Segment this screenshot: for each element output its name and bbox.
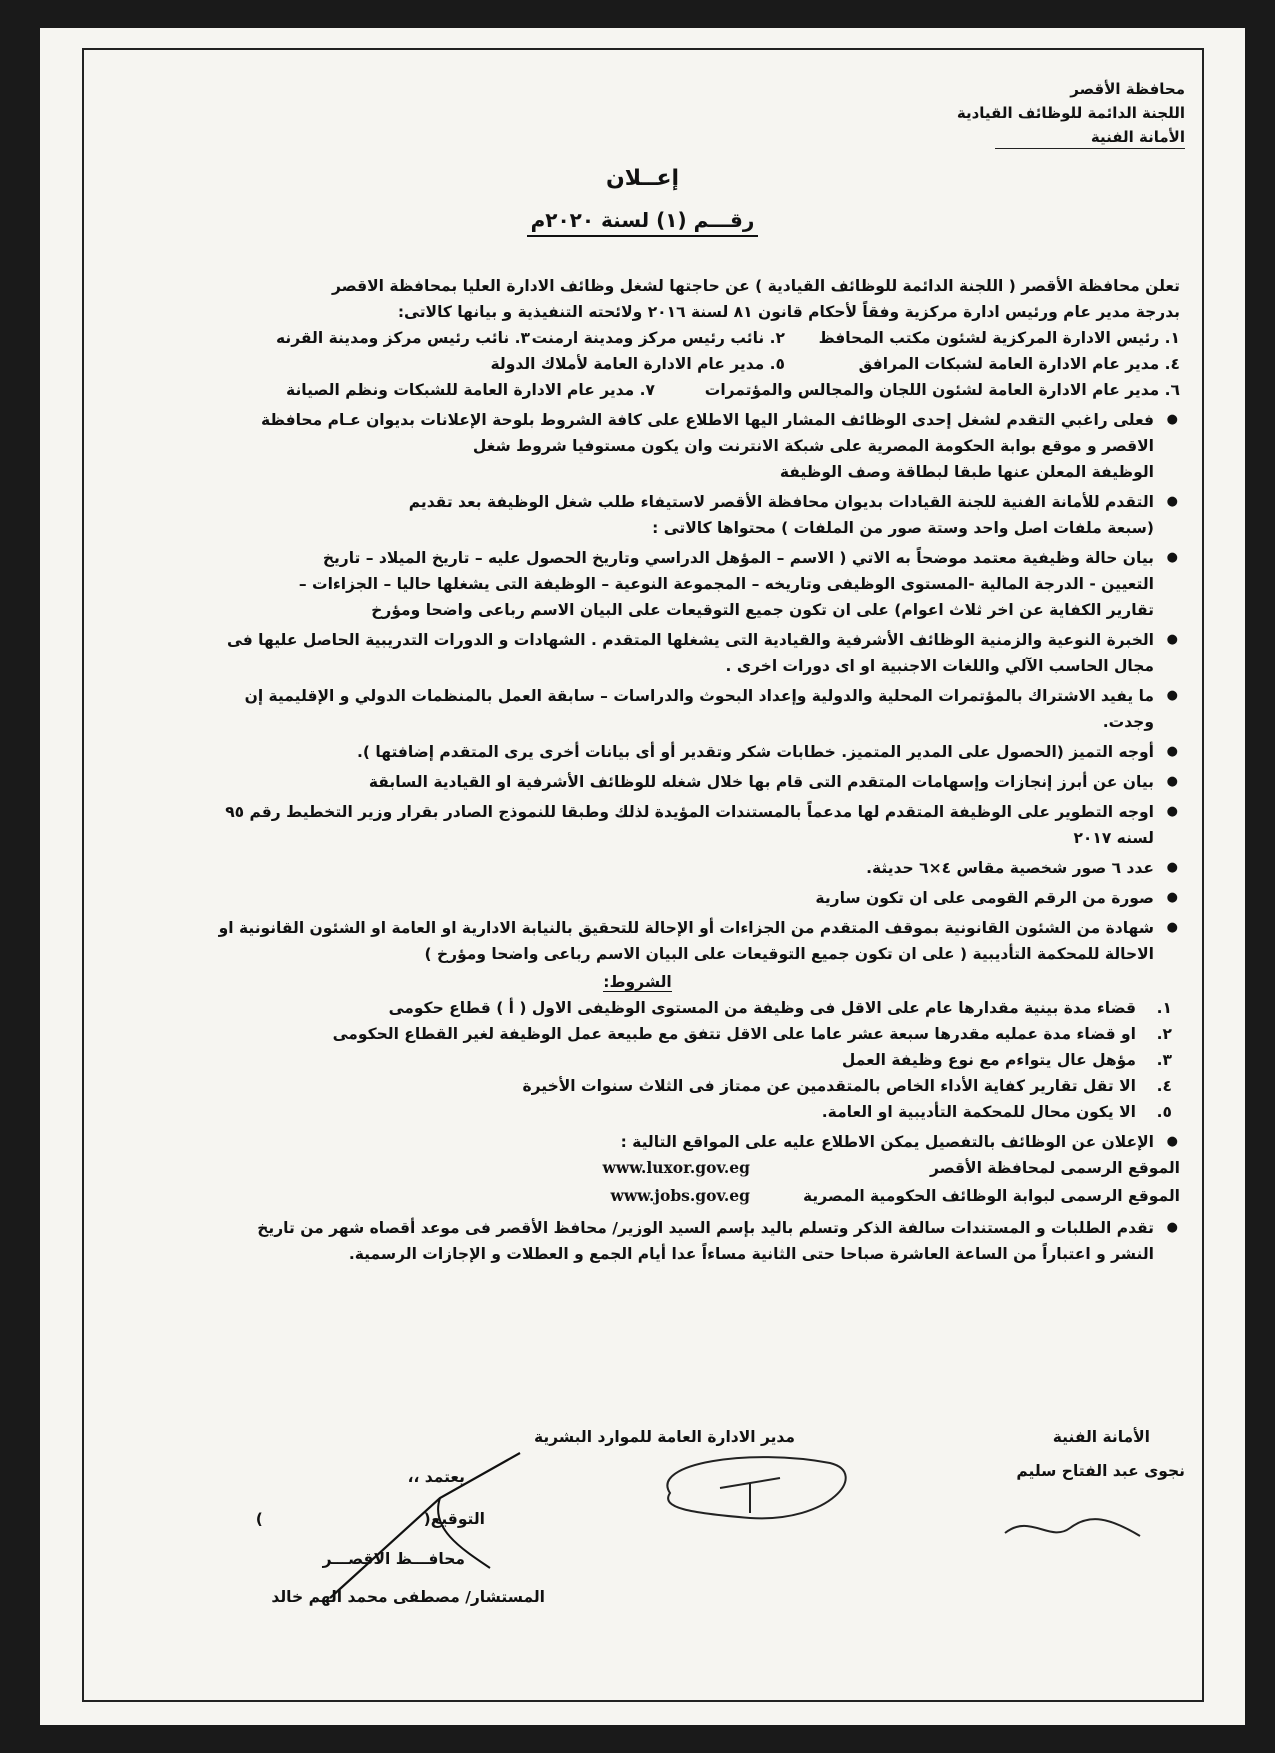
job-item: ٥. مدير عام الادارة العامة لأملاك الدولة <box>490 355 785 373</box>
bullet-item: ● اوجه التطوير على الوظيفة المتقدم لها مدعماً بالمستندات المؤيدة لذلك وطبقا للنموذج الصادر بقرار وزير التخطيط رقم ٩٥ لسنه ٢٠١٧ <box>95 799 1180 851</box>
governor-signature-scribble <box>290 1448 550 1608</box>
signature-close: ) <box>255 1510 263 1528</box>
letterhead <box>957 80 1185 155</box>
approval-label: يعتمد ،، <box>407 1468 465 1486</box>
job-item: ٦. مدير عام الادارة العامة لشئون اللجان والمجالس والمؤتمرات <box>704 381 1180 399</box>
website-row <box>95 1183 1180 1211</box>
document-page <box>40 28 1245 1725</box>
bullet-item: ● شهادة من الشئون القانونية بموقف المتقدم من الجزاءات أو الإحالة للتحقيق بالنيابة الادارية او العامة او الشئون القانونية او الاحالة للمحكمة التأديبية ( على ان تكون جميع التوقيعات على البيان الاسم رباعى واضحا ومؤرخ ) <box>95 915 1180 967</box>
governor-title: محافـــظ الاقصـــر <box>322 1550 465 1568</box>
bullet-item: ● تقدم الطلبات و المستندات سالفة الذكر وتسلم باليد بإسم السيد الوزير/ محافظ الأقصر فى موعد أقصاه شهر من تاريخ النشر و اعتباراً من الساعة العاشرة صباحا حتى الثانية مساءاً عدا أيام الجمع و العطلات و الإجازات الرسمية. <box>95 1215 1180 1267</box>
website-label: الموقع الرسمى لبوابة الوظائف الحكومية المصرية <box>802 1187 1180 1205</box>
website-link[interactable]: www.luxor.gov.eg <box>602 1158 750 1177</box>
committee-name: اللجنة الدائمة للوظائف القيادية <box>956 104 1185 122</box>
conditions-heading: الشروط: <box>603 973 672 991</box>
bullet-item: ● الإعلان عن الوظائف بالتفصيل يمكن الاطلاع عليه على المواقع التالية : <box>95 1129 1180 1155</box>
document-body <box>95 273 1180 1267</box>
bullet-item: ● أوجه التميز (الحصول على المدير المتميز. خطابات شكر وتقدير أو أى بيانات أخرى يرى المتقدم إضافتها ). <box>95 739 1180 765</box>
hr-director-title: مدير الادارة العامة للموارد البشرية <box>533 1428 795 1446</box>
job-item: ٢. نائب رئيس مركز ومدينة ارمنت <box>531 329 785 347</box>
website-label: الموقع الرسمى لمحافظة الأقصر <box>929 1159 1180 1177</box>
announcement-title: إعــلان <box>605 166 680 191</box>
jobs-row-2 <box>95 351 1180 377</box>
secretariat-signer: نجوى عبد الفتاح سليم <box>1016 1462 1185 1480</box>
bullet-item: ● فعلى راغبي التقدم لشغل إحدى الوظائف المشار اليها الاطلاع على كافة الشروط بلوحة الإعلانات بديوان عـام محافظة الاقصر و موقع بوابة الحكومة المصرية على شبكة الانترنت وان يكون مستوفيا شروط شغل الوظيفة المعلن عنها طبقا لبطاقة وصف الوظيفة <box>95 407 1180 485</box>
condition-item: ١. قضاء مدة بينية مقدارها عام على الاقل فى وظيفة من المستوى الوظيفى الاول ( أ ) قطاع حكومى <box>388 999 1172 1017</box>
announcement-number: رقـــم (١) لسنة ٢٠٢٠م <box>40 208 1245 232</box>
secretariat-name: الأمانة الفنية <box>995 128 1185 149</box>
website-link[interactable]: www.jobs.gov.eg <box>610 1186 750 1205</box>
jobs-row-3 <box>95 377 1180 403</box>
signature-label: التوقيع( <box>423 1510 485 1528</box>
condition-item: ٤. الا تقل تقارير كفاية الأداء الخاص بالمتقدمين عن ممتاز فى الثلاث سنوات الأخيرة <box>522 1077 1172 1095</box>
governor-name: المستشار/ مصطفى محمد الهم خالد <box>271 1588 545 1606</box>
jobs-row-1 <box>95 325 1180 351</box>
condition-item: ٣. مؤهل عال يتواءم مع نوع وظيفة العمل <box>841 1051 1172 1069</box>
bullet-item: ● ما يفيد الاشتراك بالمؤتمرات المحلية والدولية وإعداد البحوث والدراسات – سابقة العمل بالمنظمات الدولي و الإقليمية إن وجدت. <box>95 683 1180 735</box>
intro-line-2: بدرجة مدير عام ورئيس ادارة مركزية وفقاً لأحكام قانون ٨١ لسنة ٢٠١٦ ولائحته التنفيذية و بيانها كالاتى: <box>397 303 1180 321</box>
job-item: ٤. مدير عام الادارة العامة لشبكات المرافق <box>858 355 1180 373</box>
bullet-item: ● صورة من الرقم القومى على ان تكون سارية <box>95 885 1180 911</box>
job-item: ٣. نائب رئيس مركز ومدينة القرنه <box>276 329 530 347</box>
condition-item: ٥. الا يكون محال للمحكمة التأديبية او العامة. <box>821 1103 1172 1121</box>
job-item: ١. رئيس الادارة المركزية لشئون مكتب المحافظ <box>818 329 1180 347</box>
bullet-item: ● بيان حالة وظيفية معتمد موضحاً به الاتي ( الاسم – المؤهل الدراسي وتاريخ الحصول عليه – تاريخ الميلاد – تاريخ التعيين - الدرجة المالية -المستوى الوظيفى وتاريخه – المجموعة النوعية – الوظيفة التى يشغلها حاليا – الجزاءات – تقارير الكفاية عن اخر ثلاث اعوام) على ان تكون جميع التوقيعات على البيان الاسم رباعى واضحا ومؤرخ <box>95 545 1180 623</box>
bullet-item: ● الخبرة النوعية والزمنية الوظائف الأشرفية والقيادية التى يشغلها المتقدم . الشهادات و الدورات التدريبية الحاصل عليها فى مجال الحاسب الآلي واللغات الاجنبية او اى دورات اخرى . <box>95 627 1180 679</box>
bullet-item: ● بيان عن أبرز إنجازات وإسهامات المتقدم التى قام بها خلال شغله للوظائف الأشرفية او القيادية السابقة <box>95 769 1180 795</box>
bullet-item: ● عدد ٦ صور شخصية مقاس ٤×٦ حديثة. <box>95 855 1180 881</box>
governorate-name: محافظة الأقصر <box>1070 80 1185 98</box>
condition-item: ٢. او قضاء مدة عمليه مقدرها سبعة عشر عاما على الاقل تتفق مع طبيعة عمل الوظيفة لغير القطاع الحكومى <box>332 1025 1172 1043</box>
intro-line-1: تعلن محافظة الأقصر ( اللجنة الدائمة للوظائف القيادية ) عن حاجتها لشغل وظائف الادارة العليا بمحافظة الاقصر <box>332 277 1180 295</box>
bullet-item: ● التقدم للأمانة الفنية للجنة القيادات بديوان محافظة الأقصر لاستيفاء طلب شغل الوظيفة بعد تقديم (سبعة ملفات اصل واحد وستة صور من الملفات ) محتواها كالاتى : <box>95 489 1180 541</box>
signature-scribble <box>1000 1508 1160 1548</box>
hr-signature-scribble <box>630 1433 870 1533</box>
job-item: ٧. مدير عام الادارة العامة للشبكات ونظم الصيانة <box>286 381 655 399</box>
secretariat-title: الأمانة الفنية <box>1052 1428 1150 1446</box>
website-row <box>95 1155 1180 1183</box>
